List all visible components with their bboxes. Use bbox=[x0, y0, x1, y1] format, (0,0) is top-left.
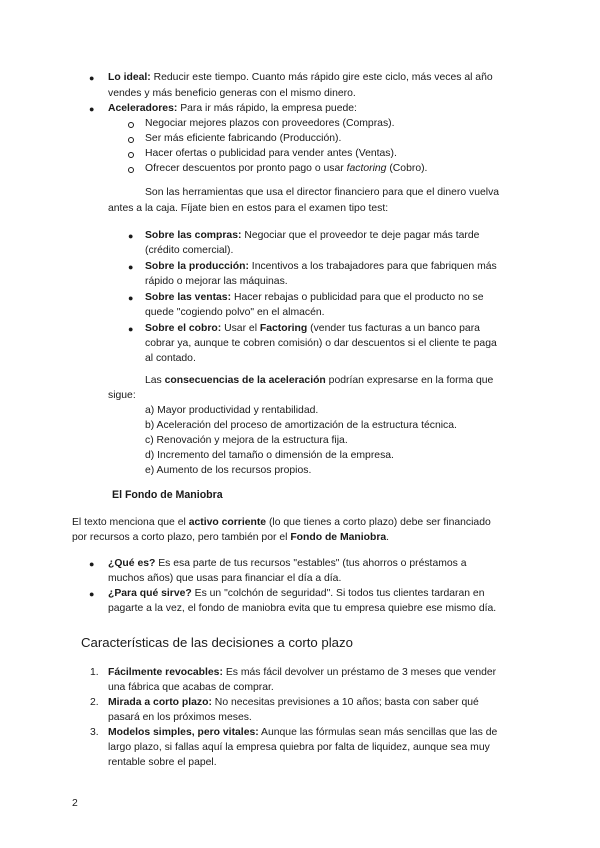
consequence-item: e) Aumento de los recursos propios. bbox=[145, 465, 312, 476]
fondo-paragraph: El texto menciona que el activo corriente (lo que tienes a corto plazo) debe ser financiado bbox=[72, 517, 491, 528]
bullet-compras: Sobre las compras: Negociar que el proveedor te deje pagar más tarde bbox=[145, 230, 480, 241]
sub-bullet-circle bbox=[128, 152, 134, 158]
decision-item-cont: rentable sobre el papel. bbox=[108, 757, 217, 768]
bullet-dot: ● bbox=[89, 73, 95, 83]
bullet-dot: ● bbox=[128, 262, 134, 272]
consequences-paragraph-cont: sigue: bbox=[108, 390, 136, 401]
bullet-cobro: Sobre el cobro: Usar el Factoring (vender tus facturas a un banco para bbox=[145, 323, 480, 334]
sub-bullet-circle bbox=[128, 167, 134, 173]
sub-bullet-circle bbox=[128, 122, 134, 128]
bullet-cobro-cont: cobrar ya, aunque te cobren comisión) o dar descuentos si el cliente te paga bbox=[145, 338, 497, 349]
sub-bullet-circle bbox=[128, 137, 134, 143]
sub-item: Hacer ofertas o publicidad para vender antes (Ventas). bbox=[145, 148, 397, 159]
list-number: 2. bbox=[90, 697, 99, 708]
bullet-para-que-cont: pagarte a la vez, el fondo de maniobra evita que tu empresa quiebre ese mismo día. bbox=[108, 603, 497, 614]
decision-item: Fácilmente revocables: Es más fácil devolver un préstamo de 3 meses que vender bbox=[108, 667, 497, 678]
decision-item-cont: largo plazo, si fallas aquí la empresa quiebra por falta de liquidez, aunque sea muy bbox=[108, 742, 490, 753]
bullet-dot: ● bbox=[89, 559, 95, 569]
bullet-compras-cont: (crédito comercial). bbox=[145, 245, 234, 256]
bullet-para-que: ¿Para qué sirve? Es un "colchón de seguridad". Si todos tus clientes tardaran en bbox=[108, 588, 485, 599]
list-number: 3. bbox=[90, 727, 99, 738]
page-number: 2 bbox=[72, 798, 78, 809]
bullet-produccion: Sobre la producción: Incentivos a los trabajadores para que fabriquen más bbox=[145, 261, 497, 272]
bullet-lo-ideal-cont: vendes y más beneficio generas con el mismo dinero. bbox=[108, 88, 356, 99]
bullet-lo-ideal: Lo ideal: Reducir este tiempo. Cuanto más rápido gire este ciclo, más veces al año bbox=[108, 72, 493, 83]
bullet-dot: ● bbox=[89, 104, 95, 114]
bullet-produccion-cont: rápido o mejorar las máquinas. bbox=[145, 276, 288, 287]
section-heading-fondo: El Fondo de Maniobra bbox=[112, 489, 223, 501]
bullet-dot: ● bbox=[128, 324, 134, 334]
bullet-que-es: ¿Qué es? Es esa parte de tus recursos "estables" (tus ahorros o préstamos a bbox=[108, 558, 467, 569]
bullet-ventas: Sobre las ventas: Hacer rebajas o publicidad para que el producto no se bbox=[145, 292, 484, 303]
decision-item: Modelos simples, pero vitales: Aunque las fórmulas sean más sencillas que las de bbox=[108, 727, 498, 738]
tools-paragraph: Son las herramientas que usa el director financiero para que el dinero vuelva bbox=[145, 187, 500, 198]
bullet-que-es-cont: muchos años) que usas para financiar el día a día. bbox=[108, 573, 342, 584]
tools-paragraph-cont: antes a la caja. Fíjate bien en estos para el examen tipo test: bbox=[108, 203, 389, 214]
bullet-dot: ● bbox=[128, 231, 134, 241]
sub-item: Ser más eficiente fabricando (Producción). bbox=[145, 133, 342, 144]
section-heading-decisiones: Características de las decisiones a corto plazo bbox=[81, 635, 353, 650]
bullet-ventas-cont: quede "cogiendo polvo" en el almacén. bbox=[145, 307, 325, 318]
bullet-cobro-cont: al contado. bbox=[145, 353, 196, 364]
decision-item-cont: pasará en los próximos meses. bbox=[108, 712, 252, 723]
consequence-item: b) Aceleración del proceso de amortización de la estructura técnica. bbox=[145, 420, 457, 431]
fondo-paragraph-cont: por recursos a corto plazo, pero también por el Fondo de Maniobra. bbox=[72, 532, 390, 543]
consequences-paragraph: Las consecuencias de la aceleración podrían expresarse en la forma que bbox=[145, 375, 494, 386]
bullet-dot: ● bbox=[128, 293, 134, 303]
consequence-item: a) Mayor productividad y rentabilidad. bbox=[145, 405, 319, 416]
list-number: 1. bbox=[90, 667, 99, 678]
bullet-dot: ● bbox=[89, 589, 95, 599]
decision-item-cont: una fábrica que acabas de comprar. bbox=[108, 682, 274, 693]
consequence-item: d) Incremento del tamaño o dimensión de la empresa. bbox=[145, 450, 394, 461]
sub-item: Negociar mejores plazos con proveedores (Compras). bbox=[145, 118, 395, 129]
bullet-aceleradores: Aceleradores: Para ir más rápido, la empresa puede: bbox=[108, 103, 357, 114]
decision-item: Mirada a corto plazo: No necesitas previsiones a 10 años; basta con saber qué bbox=[108, 697, 479, 708]
consequence-item: c) Renovación y mejora de la estructura fija. bbox=[145, 435, 348, 446]
sub-item: Ofrecer descuentos por pronto pago o usar factoring (Cobro). bbox=[145, 163, 428, 174]
